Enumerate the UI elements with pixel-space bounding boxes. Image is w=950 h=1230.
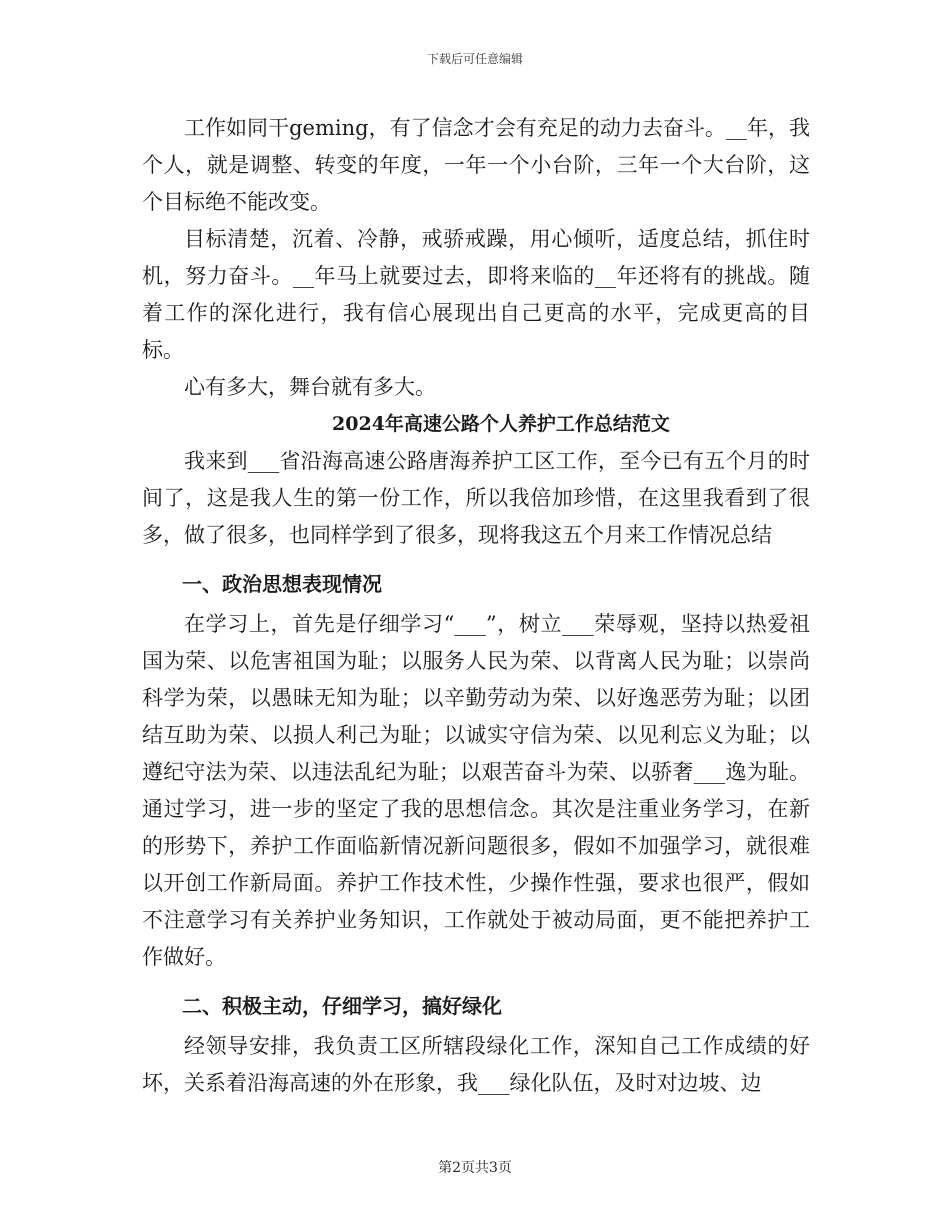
page-footer: 第2页共3页 — [438, 1160, 512, 1176]
paragraph-6: 经领导安排，我负责工区所辖段绿化工作，深知自己工作成绩的好坏，关系着沿海高速的外在形象，我___绿化队伍，及时对边坡、边 — [142, 1034, 810, 1095]
paragraph-4: 我来到___省沿海高速公路唐海养护工区工作，至今已有五个月的时间了，这是我人生的第一份工作，所以我倍加珍惜，在这里我看到了很多，做了很多，也同样学到了很多，现将我这五个月来工作情况总结 — [142, 449, 810, 547]
document-body — [142, 110, 810, 1102]
document-title: 2024年高速公路个人养护工作总结范文 — [332, 413, 670, 435]
paragraph-2: 目标清楚，沉着、冷静，戒骄戒躁，用心倾听，适度总结，抓住时机，努力奋斗。__年马上就要过去，即将来临的__年还将有的挑战。随着工作的深化进行，我有信心展现出自己更高的水平，完成更高的目标。 — [142, 227, 810, 362]
section-heading-2: 二、积极主动，仔细学习，搞好绿化 — [182, 994, 502, 1018]
paragraph-1: 工作如同干geming，有了信念才会有充足的动力去奋斗。__年，我个人，就是调整、转变的年度，一年一个小台阶，三年一个大台阶，这个目标绝不能改变。 — [142, 116, 810, 214]
page-header: 下载后可任意编辑 — [426, 52, 523, 66]
paragraph-5: 在学习上，首先是仔细学习“___”，树立___荣辱观，坚持以热爱祖国为荣、以危害祖国为耻；以服务人民为荣、以背离人民为耻；以崇尚科学为荣，以愚昧无知为耻；以辛勤劳动为荣、以好逸恶劳为耻；以团结互助为荣、以损人利己为耻；以诚实守信为荣、以见利忘义为耻；以遵纪守法为荣、以违法乱纪为耻；以艰苦奋斗为荣、以骄奢___逸为耻。通过学习，进一步的坚定了我的思想信念。其次是注重业务学习，在新的形势下，养护工作面临新情况新问题很多，假如不加强学习，就很难以开创工作新局面。养护工作技术性，少操作性强，要求也很严，假如不注意学习有关养护业务知识，工作就处于被动局面，更不能把养护工作做好。 — [142, 612, 810, 969]
paragraph-3: 心有多大，舞台就有多大。 — [184, 375, 436, 399]
section-heading-1: 一、政治思想表现情况 — [182, 572, 382, 596]
